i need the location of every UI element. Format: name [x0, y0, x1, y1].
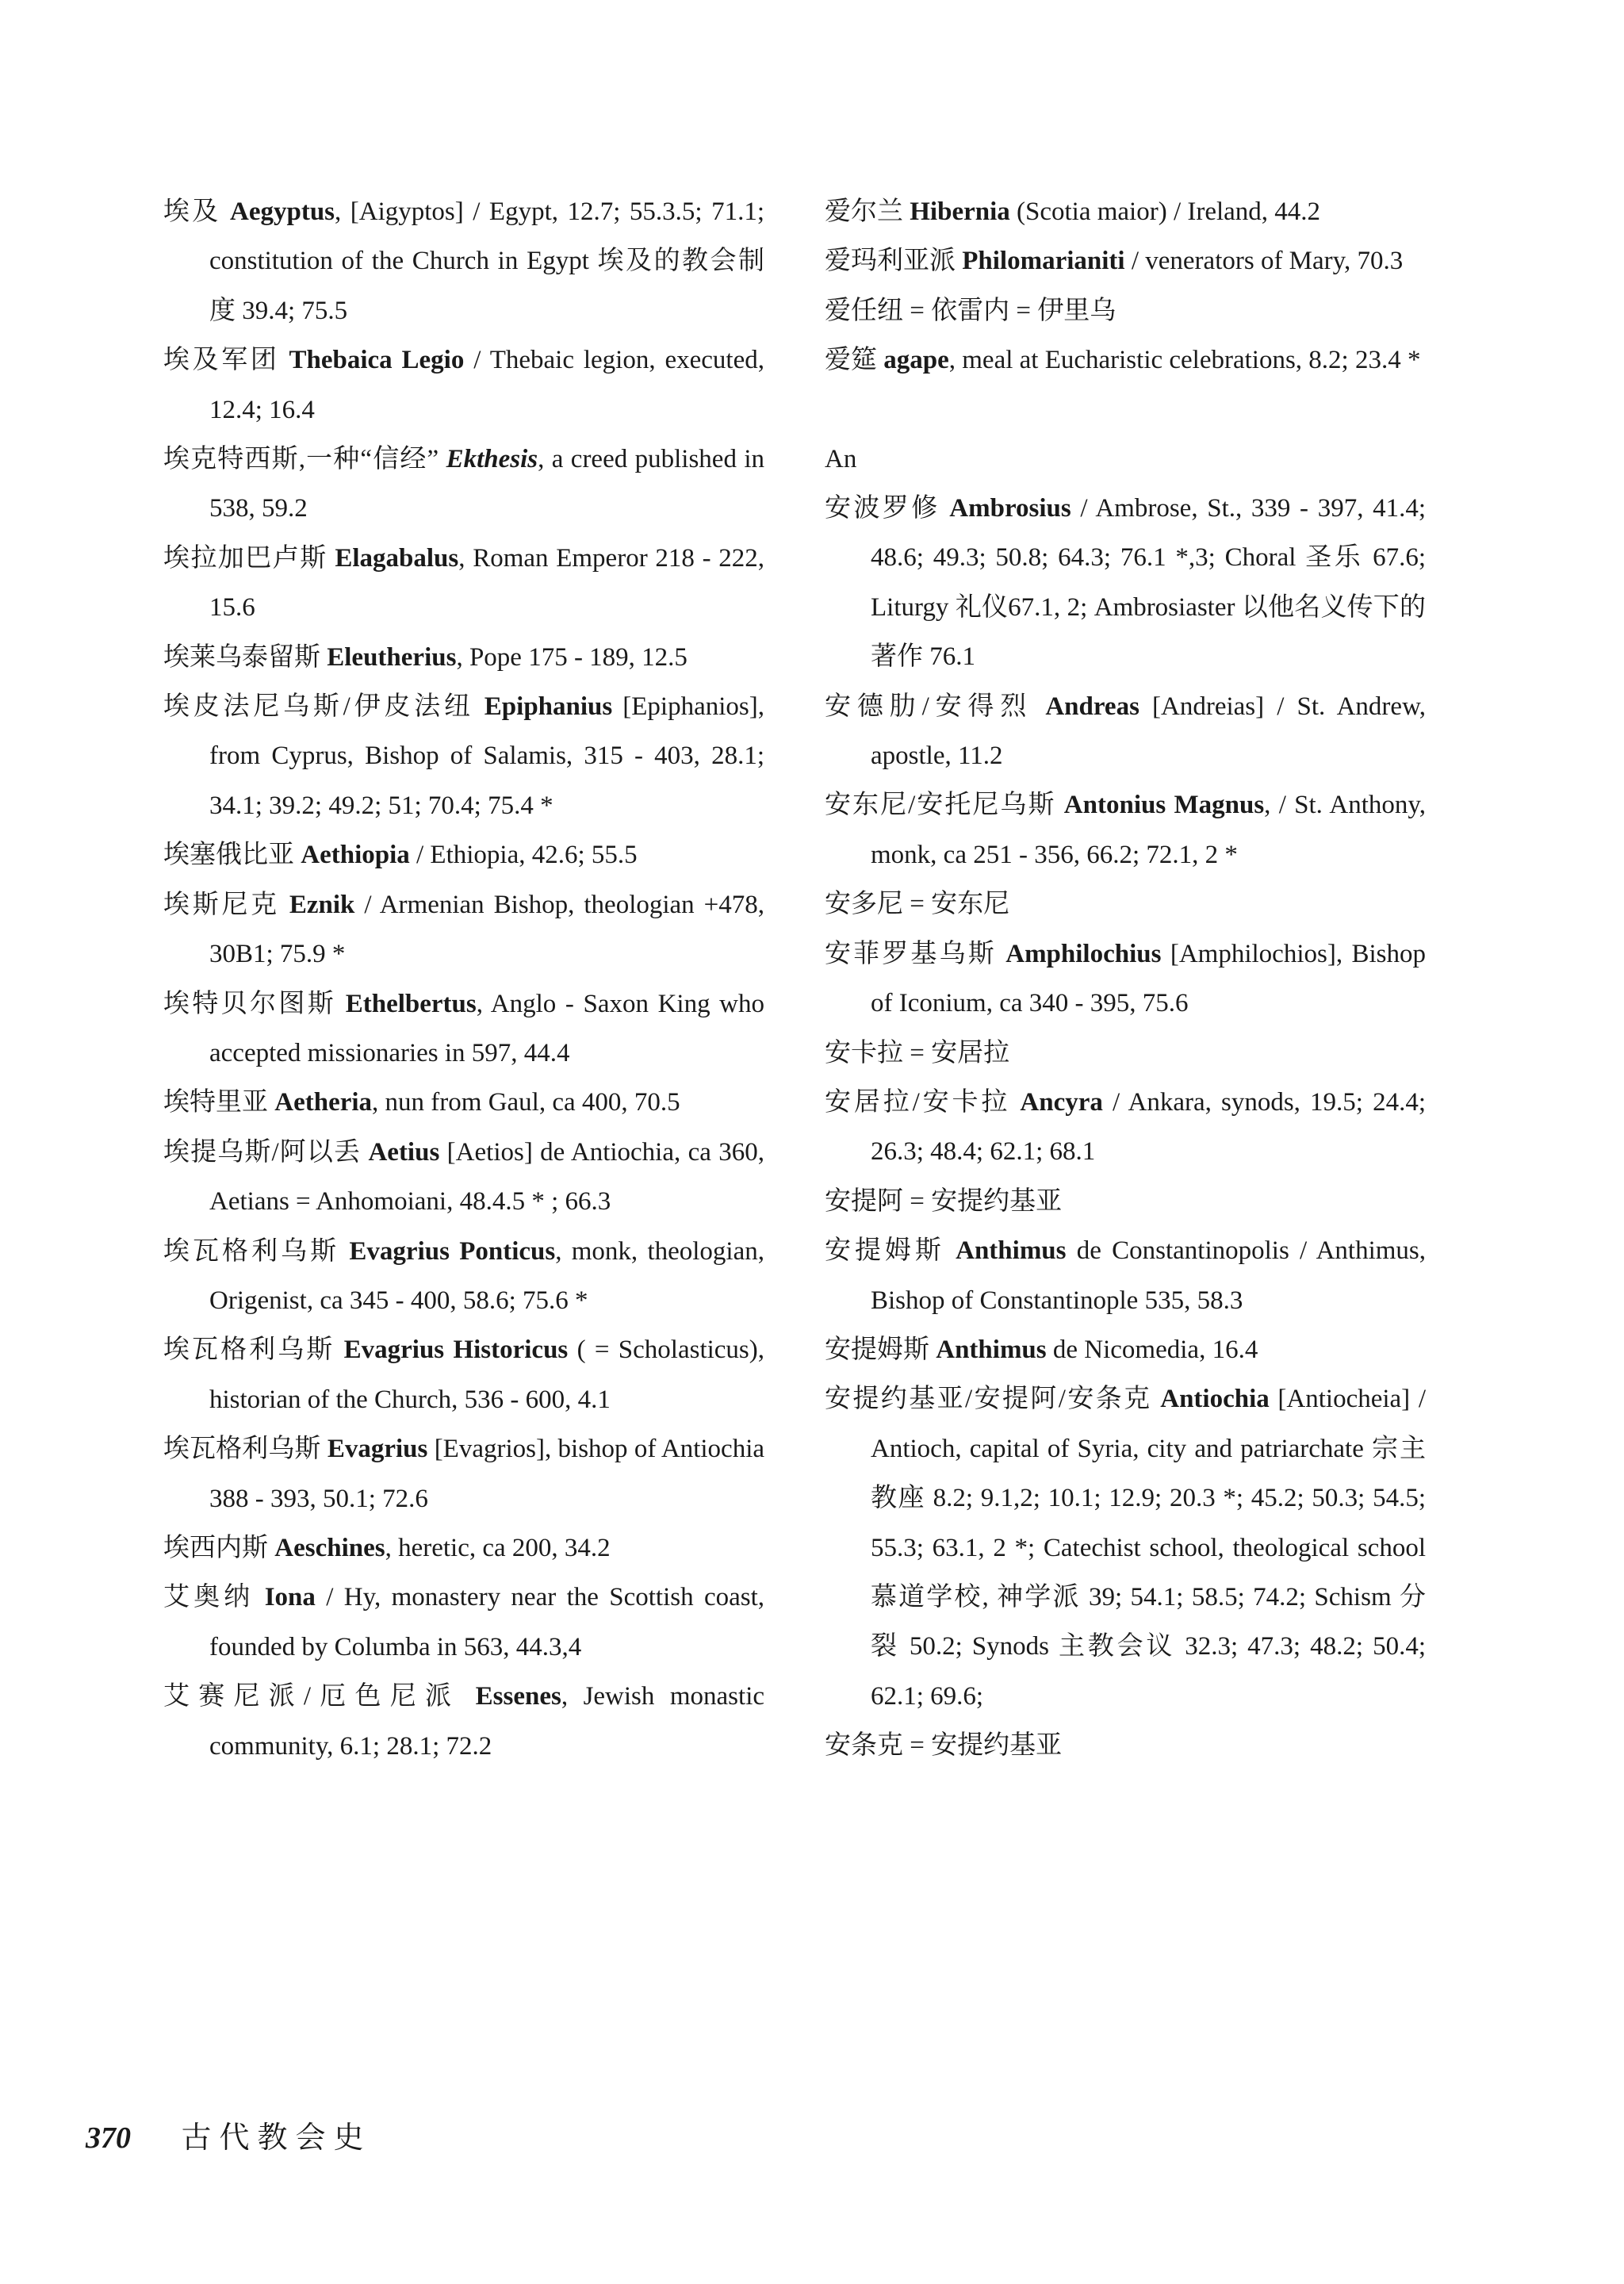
entry-chinese-name: 艾奥纳 [163, 1583, 255, 1612]
entry-chinese-name: 爱玛利亚派 [825, 247, 956, 276]
entry-details: , / St. Anthony, monk, ca 251 - 356, 66.2; 72.1, 2 * [871, 791, 1427, 869]
entry-chinese-name: 安波罗修 [825, 494, 940, 523]
entry-latin-term: Eleutherius [327, 642, 457, 672]
entry-latin-term: Antiochia [1160, 1385, 1270, 1414]
entry-details: , Pope 175 - 189, 12.5 [456, 642, 688, 672]
entry-chinese-name: 安提约基亚/安提阿/安条克 [825, 1385, 1152, 1414]
right-column-top [825, 187, 1426, 385]
entry-details: / Hy, monastery near the Scottish coast, founded by Columba in 563, 44.3,4 [209, 1583, 765, 1661]
index-entry [163, 830, 764, 879]
right-column [825, 187, 1426, 1771]
entry-chinese-name: 安提姆斯 [825, 1335, 929, 1364]
entry-details: [Aetios] de Antiochia, ca 360, Aetians = Anhomoiani, 48.4.5 * ; 66.3 [209, 1137, 765, 1217]
entry-details: / Ethiopia, 42.6; 55.5 [409, 841, 638, 870]
entry-latin-term: Aeschines [274, 1533, 385, 1562]
left-column [163, 187, 764, 1771]
entry-latin-term: Hibernia [910, 197, 1010, 226]
entry-details: / Armenian Bishop, theologian +478, 30B1; 75.9 * [209, 890, 765, 969]
entry-details: , nun from Gaul, ca 400, 70.5 [372, 1088, 680, 1117]
entry-details: , a creed published in 538, 59.2 [209, 445, 765, 523]
index-entry [825, 187, 1426, 236]
entry-details: de Nicomedia, 16.4 [1046, 1335, 1258, 1364]
entry-details: (Scotia maior) / Ireland, 44.2 [1009, 197, 1321, 226]
entry-chinese-name: 埃塞俄比亚 [163, 841, 294, 870]
entry-details: / Ankara, synods, 19.5; 24.4; 26.3; 48.4; 62.1; 68.1 [871, 1087, 1427, 1167]
index-entry [163, 880, 764, 979]
entry-chinese-name: 安菲罗基乌斯 [825, 939, 997, 968]
entry-latin-term: Andreas [1045, 692, 1139, 721]
entry-latin-term: Evagrius [327, 1435, 428, 1464]
section-heading-an: An [825, 444, 857, 473]
book-title: 古代教会史 [181, 2121, 372, 2155]
entry-details: [Amphilochios], Bishop of Iconium, ca 340 - 395, 75.6 [871, 939, 1426, 1018]
index-entry [163, 682, 764, 830]
entry-details: de Constantinopolis / Anthimus, Bishop of Constantinople 535, 58.3 [871, 1236, 1427, 1315]
entry-details: [Andreias] / St. Andrew, apostle, 11.2 [871, 692, 1427, 771]
index-entry [825, 780, 1426, 879]
entry-chinese-name: 埃西内斯 [163, 1533, 268, 1562]
entry-latin-term: Essenes [475, 1682, 561, 1711]
index-entry [163, 1227, 764, 1326]
entry-latin-term: Evagrius Historicus [343, 1336, 569, 1365]
entry-chinese-name: 埃拉加巴卢斯 [163, 543, 327, 573]
page-number: 370 [86, 2121, 131, 2155]
index-entry [163, 1078, 764, 1127]
entry-latin-term: Anthimus [956, 1236, 1067, 1266]
entry-chinese-name: 爱筵 [825, 346, 877, 375]
entry-chinese-name: 爱任纽 = 依雷内 = 伊里乌 [825, 296, 1116, 325]
entry-details: , heretic, ca 200, 34.2 [385, 1533, 611, 1562]
index-entry [163, 979, 764, 1079]
entry-latin-term: Aetheria [274, 1088, 373, 1117]
entry-details: , meal at Eucharistic celebrations, 8.2; 23.4 * [948, 346, 1421, 375]
entry-latin-term: Ambrosius [949, 494, 1071, 523]
entry-details: , [Aigyptos] / Egypt, 12.7; 55.3.5; 71.1; constitution of the Church in Egypt 埃及的教会制度 39.4; 75.5 [209, 197, 764, 325]
entry-latin-term: Evagrius Ponticus [349, 1236, 556, 1266]
entry-latin-term: Antonius Magnus [1063, 791, 1265, 820]
index-entry [163, 1523, 764, 1573]
entry-details: , Anglo - Saxon King who accepted missionaries in 597, 44.4 [209, 989, 765, 1067]
entry-chinese-name: 安居拉/安卡拉 [825, 1087, 1011, 1117]
index-entry [825, 335, 1426, 385]
index-entry [163, 1325, 764, 1424]
page-footer [86, 2113, 372, 2156]
index-entry [163, 1573, 764, 1672]
entry-chinese-name: 埃及 [163, 197, 221, 226]
entry-chinese-name: 埃瓦格利乌斯 [163, 1435, 321, 1464]
index-entry [825, 286, 1426, 335]
entry-chinese-name: 埃莱乌泰留斯 [163, 642, 320, 672]
entry-chinese-name: 埃特里亚 [163, 1088, 268, 1117]
index-entry [163, 435, 764, 534]
entry-chinese-name: 安东尼/安托尼乌斯 [825, 791, 1056, 820]
index-entry [825, 879, 1426, 929]
index-entry [163, 1128, 764, 1227]
entry-chinese-name: 安卡拉 = 安居拉 [825, 1038, 1010, 1067]
entry-chinese-name: 埃克特西斯,一种“信经” [163, 445, 439, 474]
entry-latin-term: Philomarianiti [962, 247, 1125, 276]
entry-latin-term: Aetius [368, 1137, 440, 1167]
entry-chinese-name: 埃瓦格利乌斯 [163, 1336, 335, 1365]
entry-details: , Jewish monastic community, 6.1; 28.1; 72.2 [209, 1682, 765, 1761]
entry-chinese-name: 埃瓦格利乌斯 [163, 1236, 340, 1266]
entry-latin-term: Epiphanius [484, 692, 613, 722]
entry-chinese-name: 安提姆斯 [825, 1236, 945, 1266]
index-entry [163, 1424, 764, 1523]
entry-chinese-name: 安条克 = 安提约基亚 [825, 1731, 1063, 1761]
index-entry [825, 1177, 1426, 1226]
entry-chinese-name: 艾赛尼派/厄色尼派 [163, 1682, 461, 1711]
entry-latin-term: Thebaica Legio [289, 346, 465, 375]
entry-details: / Thebaic legion, executed, 12.4; 16.4 [209, 346, 764, 424]
index-entry [163, 187, 764, 335]
entry-latin-term: Amphilochius [1005, 939, 1162, 968]
index-entry [825, 1226, 1426, 1325]
entry-details: [Antiocheia] / Antioch, capital of Syria, city and patriarchate 宗主教座 8.2; 9.1,2; 10.1; 12.9; 20.3 *; 45.2; 50.3; 54.5; 55.3; 63.1, 2 *; Catechist school, theological school 慕道学校, 神学派 39; 54.1; 58.5; 74.2; Schism 分裂 50.2; Synods 主教会议 32.3; 47.3; 48.2; 50.4; 62.1; 69.6; [871, 1385, 1426, 1711]
entry-chinese-name: 爱尔兰 [825, 197, 903, 226]
entry-latin-term: Ekthesis [446, 445, 538, 474]
entry-chinese-name: 安德肋/安得烈 [825, 692, 1033, 721]
entry-details: [Epiphanios], from Cyprus, Bishop of Salamis, 315 - 403, 28.1; 34.1; 39.2; 49.2; 51; 70.4; 75.4 * [209, 692, 764, 820]
index-entry [163, 534, 764, 633]
entry-chinese-name: 埃提乌斯/阿以丢 [163, 1137, 362, 1167]
entry-latin-term: agape [883, 346, 949, 375]
index-entry [825, 484, 1426, 682]
entry-details: ( = Scholasticus), historian of the Church, 536 - 600, 4.1 [209, 1336, 765, 1414]
entry-latin-term: Anthimus [936, 1335, 1047, 1364]
entry-details: [Evagrios], bishop of Antiochia 388 - 393, 50.1; 72.6 [209, 1435, 765, 1513]
entry-chinese-name: 埃皮法尼乌斯/伊皮法纽 [163, 692, 474, 722]
index-entry [825, 1721, 1426, 1770]
entry-chinese-name: 埃特贝尔图斯 [163, 989, 337, 1018]
index-entry [825, 682, 1426, 781]
entry-chinese-name: 埃及军团 [163, 346, 280, 375]
entry-latin-term: Aethiopia [301, 841, 410, 870]
index-entry [825, 929, 1426, 1029]
entry-chinese-name: 安多尼 = 安东尼 [825, 890, 1010, 919]
index-entry [825, 236, 1426, 286]
index-entry [825, 1374, 1426, 1721]
entry-latin-term: Aegyptus [230, 197, 335, 226]
entry-details: , monk, theologian, Origenist, ca 345 - 400, 58.6; 75.6 * [209, 1236, 764, 1315]
right-column-bottom [825, 484, 1426, 1771]
index-entry [825, 1078, 1426, 1177]
entry-latin-term: Ancyra [1020, 1087, 1103, 1117]
index-entry [825, 1029, 1426, 1078]
entry-latin-term: Ethelbertus [345, 989, 477, 1018]
index-entry [163, 1672, 764, 1771]
entry-latin-term: Eznik [289, 890, 355, 919]
entry-chinese-name: 安提阿 = 安提约基亚 [825, 1186, 1063, 1216]
index-entry [163, 633, 764, 682]
entry-chinese-name: 埃斯尼克 [163, 890, 280, 919]
entry-details: , Roman Emperor 218 - 222, 15.6 [209, 543, 764, 623]
entry-details: / venerators of Mary, 70.3 [1124, 247, 1404, 276]
index-entry [163, 335, 764, 435]
index-entry [825, 1325, 1426, 1374]
entry-latin-term: Elagabalus [335, 543, 459, 573]
entry-details: / Ambrose, St., 339 - 397, 41.4; 48.6; 49.3; 50.8; 64.3; 76.1 *,3; Choral 圣乐 67.6; Liturgy 礼仪67.1, 2; Ambrosiaster 以他名义传下的著作 76.1 [871, 494, 1427, 672]
entry-latin-term: Iona [264, 1583, 316, 1612]
